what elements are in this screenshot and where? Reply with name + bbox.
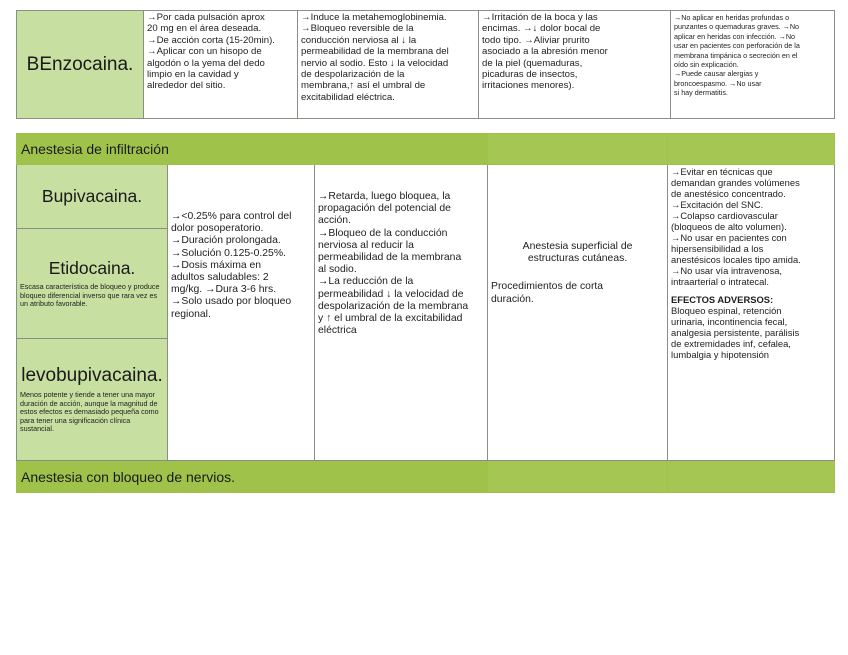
- infiltracion-header-row: [17, 134, 835, 165]
- header-blank-cell: [668, 461, 835, 493]
- spacer: [491, 265, 664, 281]
- section-header-bloqueo: Anestesia con bloqueo de nervios.: [17, 461, 488, 493]
- drug-name: levobupivacaina.: [21, 365, 163, 387]
- infiltracion-dosage: →<0.25% para control del dolor posoperatorio. →Duración prolongada. →Solución 0.125-0.25%. →Dosis máxima en adultos saludables: 2 mg/kg. →Dura 3-6 hrs. →Solo usado por bloqueo regional.: [168, 165, 315, 461]
- drug-name: Bupivacaina.: [41, 186, 143, 206]
- adverse-effects-title: EFECTOS ADVERSOS:: [671, 294, 774, 305]
- uses-secondary: Procedimientos de corta duración.: [491, 281, 604, 305]
- drug-row-bupivacaina: [17, 165, 835, 229]
- infiltracion-uses: [488, 165, 668, 461]
- bloqueo-header-row: [17, 461, 835, 493]
- header-blank-cell: [488, 461, 668, 493]
- benzocaina-mechanism: →Induce la metahemoglobinemia. →Bloqueo reversible de la conducción nerviosa al ↓ la permeabilidad de la membrana del nervio al sodio. Esto ↓ la velocidad de despolarización de la membrana,↑ así el umbral de excitabilidad eléctrica.: [298, 11, 479, 119]
- drug-name: Etidocaina.: [48, 258, 136, 279]
- drug-bupivacaina: [17, 165, 168, 229]
- header-blank-cell: [488, 134, 668, 165]
- drug-levobupivacaina: [17, 339, 168, 461]
- drug-etidocaina: [17, 229, 168, 339]
- infiltracion-table: [16, 133, 835, 493]
- benzocaina-row: [17, 11, 835, 119]
- infiltracion-contraindications: →Evitar en técnicas que demandan grandes volúmenes de anestésico concentrado. →Excitación del SNC. →Colapso cardiovascular (bloqueos de alto volumen). →No usar en pacientes con hipersensibilidad a los anestésicos locales tipo amida. →No usar vía intravenosa, intraarterial o intratecal. EFECTOS ADVERSOS: Bloqueo espinal, retención urinaria, incontinencia fecal, analgesia persistente, parálisis de extremidades inf, cefalea, lumbalgia y hipotensión: [668, 165, 835, 461]
- uses-primary: Anestesia superficial de estructuras cutáneas.: [522, 241, 633, 265]
- header-blank-cell: [668, 134, 835, 165]
- benzocaina-uses: →Irritación de la boca y las encimas. →↓ dolor bocal de todo tipo. →Aliviar prurito asociado a la abresión menor de la piel (quemaduras, picaduras de insectos, irritaciones menores).: [479, 11, 671, 119]
- drug-note: Menos potente y tiende a tener una mayor duración de acción, aunque la magnitud de estos efectos es demasiado pequeña como para tener una significación clínica sustancial.: [20, 390, 159, 434]
- benzocaina-name: BEnzocaina.: [17, 11, 144, 119]
- benzocaina-dosage: →Por cada pulsación aprox 20 mg en el área deseada. →De acción corta (15-20min). →Aplicar con un hisopo de algodón o la yema del dedo limpio en la cavidad y alrededor del sitio.: [144, 11, 298, 119]
- benzocaina-table: [16, 10, 835, 119]
- section-header-infiltracion: Anestesia de infiltración: [17, 134, 488, 165]
- benzocaina-contraindications: →No aplicar en heridas profundas o punzantes o quemaduras graves. →No aplicar en heridas con infección. →No usar en pacientes con perforación de la membrana timpánica o secreción en el oído sin explicación. →Puede causar alergias y broncoespasmo. →No usar si hay dermatitis.: [671, 11, 835, 119]
- infiltracion-mechanism: →Retarda, luego bloquea, la propagación del potencial de acción. →Bloqueo de la conducción nerviosa al reducir la permeabilidad de la membrana al sodio. →La reducción de la permeabilidad ↓ la velocidad de despolarización de la membrana y ↑ el umbral de la excitabilidad eléctrica: [315, 165, 488, 461]
- drug-note: Escasa característica de bloqueo y produce bloqueo diferencial inverso que rara vez es un atributo favorable.: [20, 282, 160, 309]
